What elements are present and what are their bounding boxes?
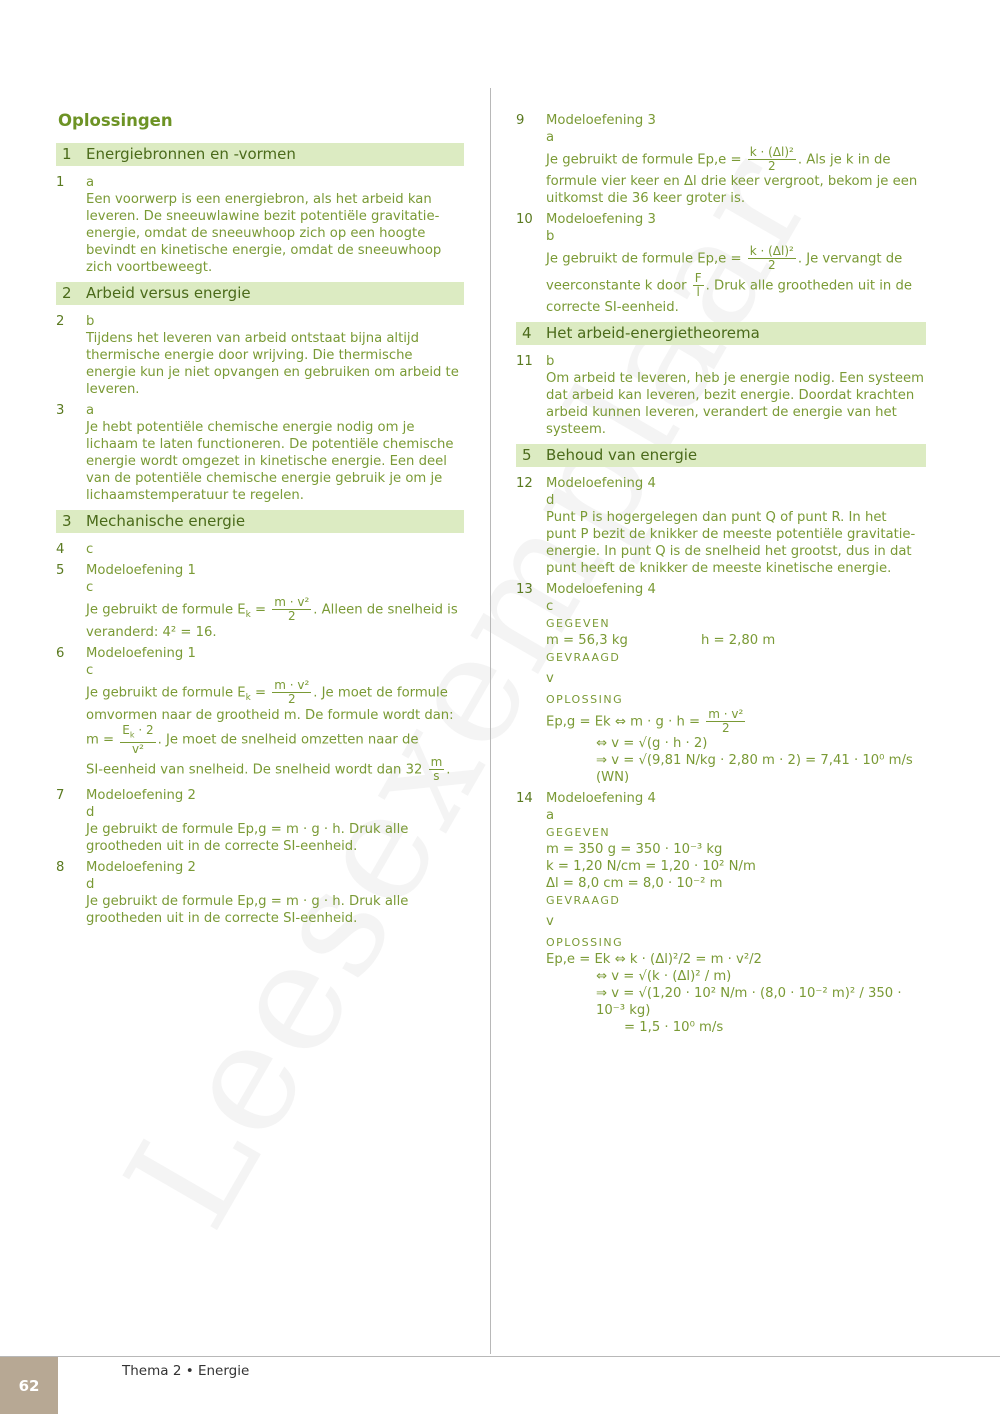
fraction: $\frac{\text{k · (Δl)²}}{2}$ (749, 244, 794, 272)
asked-variable: v (546, 671, 554, 686)
item-number: 14 (516, 791, 533, 806)
answer-item (56, 562, 464, 641)
text-line: grootheden uit in de correcte SI-eenheid. (86, 838, 358, 854)
formula-line: SI-eenheid van snelheid. De snelheid wordt dan 32 $\frac{m}{s}$ . (86, 754, 451, 783)
section-number: 3 (62, 512, 72, 530)
text: . Je moet de snelheid omzetten naar de (157, 732, 419, 748)
label-gevraagd: GEVRAAGD (546, 894, 621, 907)
section-number: 5 (522, 446, 532, 464)
item-number: 10 (516, 212, 533, 227)
text: Je gebruikt de formule E (86, 685, 246, 701)
text: . Als je k in de (797, 152, 891, 168)
text: . Alleen de snelheid is (313, 602, 458, 618)
item-number: 7 (56, 787, 65, 803)
answer-item (56, 787, 464, 855)
exercise-reference: Modeloefening 1 (86, 563, 196, 578)
fraction: $\frac{m}{s}$ (430, 754, 443, 783)
answer-letter: a (86, 403, 95, 418)
answer-item (56, 541, 464, 558)
fraction: $\frac{\text{m · v²}}{2}$ (708, 707, 744, 735)
answer-letter: a (86, 175, 95, 190)
formula-line: ⇔ v = √(k · (Δl)² / m) (596, 969, 732, 984)
section-title: Mechanische energie (86, 512, 246, 530)
formula-line: Je gebruikt de formule $E_k$ = $\frac{\text{m · v²}}{2}$ . Alleen de snelheid is (86, 595, 458, 623)
section-header (56, 143, 464, 166)
left-column (56, 112, 464, 931)
fraction: $\frac{\text{m · v²}}{2}$ (274, 678, 310, 707)
text-line: van de potentiële chemische energie gebruik je om je (86, 471, 443, 486)
formula-line (546, 272, 926, 299)
answer-item (56, 174, 464, 276)
section-title: Het arbeid-energietheorema (546, 324, 760, 342)
item-number: 1 (56, 175, 65, 190)
answer-item (516, 112, 926, 207)
given-height: h = 2,80 m (701, 633, 776, 648)
given-values (546, 632, 926, 649)
footer-title: Thema 2 • Energie (122, 1363, 250, 1379)
text-line: leveren. (86, 382, 140, 397)
section-number: 1 (62, 145, 72, 163)
text: Ep,g = Ek ⇔ m · g · h = (546, 714, 701, 730)
exercise-reference: Modeloefening 2 (86, 859, 196, 875)
text-line: Je hebt potentiële chemische energie nodig om je (86, 420, 415, 435)
text-line: leveren. De sneeuwlawine bezit potentiële gravitatie- (86, 209, 440, 224)
item-number: 3 (56, 403, 65, 418)
text-line: thermische energie door wrijving. Die thermische (86, 348, 413, 363)
answer-item (516, 581, 926, 786)
fraction: $\frac{\text{k · (Δl)²}}{2}$ (749, 145, 794, 173)
exercise-reference: Modeloefening 4 (546, 582, 656, 597)
section-header (56, 282, 464, 305)
answer-letter: b (86, 314, 95, 329)
text-line: Punt P is hogergelegen dan punt Q of punt R. In het (546, 510, 887, 525)
text-line: energie kun je niet opvangen en gebruiken om arbeid te (86, 365, 459, 380)
formula-line: Ep,e = Ek ⇔ k · (Δl)²/2 = m · v²/2 (546, 952, 762, 967)
text-line: energie wordt omgezet in kinetische energie. Een deel (86, 454, 447, 469)
label-gegeven: GEGEVEN (546, 617, 611, 630)
text-line: grootheden uit in de correcte SI-eenheid. (86, 910, 358, 926)
text-line: Je gebruikt de formule Ep,g = m · g · h. Druk alle (86, 893, 409, 909)
text-line: correcte SI-eenheid. (546, 300, 679, 315)
item-number: 12 (516, 476, 533, 491)
answer-item (516, 211, 926, 316)
answer-letter: b (546, 354, 555, 369)
section-number: 2 (62, 284, 72, 302)
text: Je gebruikt de formule E (86, 602, 246, 618)
text: veerconstante k door (546, 278, 687, 294)
footer-rule (0, 1356, 1000, 1357)
answer-letter: c (86, 580, 94, 595)
section-number: 4 (522, 324, 532, 342)
answer-letter: d (546, 493, 555, 508)
section-title: Arbeid versus energie (86, 284, 251, 302)
label-oplossing: OPLOSSING (546, 693, 624, 706)
text-line: Een voorwerp is een energiebron, als het arbeid kan (86, 192, 432, 207)
item-number: 5 (56, 563, 65, 578)
item-number: 8 (56, 859, 65, 875)
answer-letter: c (86, 663, 94, 679)
text-line: omvormen naar de grootheid m. De formule wordt dan: (86, 708, 454, 724)
given-mass: m = 56,3 kg (546, 633, 628, 648)
given-spring-constant: k = 1,20 N/cm = 1,20 · 10² N/m (546, 859, 756, 874)
answer-item (56, 645, 464, 783)
item-number: 13 (516, 582, 533, 597)
formula-line: ⇒ v = √(9,81 N/kg · 2,80 m · 2) = 7,41 · 10⁰ m/s (WN) (596, 753, 913, 785)
answer-letter: a (546, 130, 555, 145)
formula-line (546, 708, 926, 735)
page-number: 62 (0, 1357, 58, 1414)
column-divider (490, 88, 491, 1354)
exercise-reference: Modeloefening 3 (546, 212, 656, 227)
answer-item (516, 475, 926, 577)
text: Je gebruikt de formule Ep,e = (546, 251, 742, 267)
page-title: Oplossingen (58, 111, 173, 130)
answer-letter: a (546, 808, 555, 823)
text-line: arbeid kunnen leveren, verandert de energie van het (546, 405, 897, 420)
section-header (56, 510, 464, 533)
item-number: 4 (56, 542, 65, 557)
text-line: Om arbeid te leveren, heb je energie nodig. Een systeem (546, 371, 924, 386)
fraction: $\frac{E_k \cdot 2}{\text{v²}}$ (122, 723, 154, 756)
text: . Je moet de formule (313, 685, 448, 701)
answer-item (56, 402, 464, 504)
text-line: energie, omdat de sneeuwhoop zich op een hoogte (86, 226, 426, 241)
answer-item (516, 353, 926, 438)
answer-letter: b (546, 229, 555, 244)
answer-item (56, 859, 464, 927)
text-line: systeem. (546, 422, 606, 437)
text: SI-eenheid van snelheid. De snelheid wordt dan 32 (86, 762, 423, 778)
exercise-reference: Modeloefening 1 (86, 646, 196, 662)
text-line: veranderd: 4² = 16. (86, 625, 217, 641)
label-oplossing: OPLOSSING (546, 936, 624, 949)
text: . Druk alle grootheden uit in de (705, 278, 912, 294)
label-gevraagd: GEVRAAGD (546, 651, 621, 664)
formula-line: ⇔ v = √(g · h · 2) (596, 736, 708, 751)
text-line: bevindt en kinetische energie, omdat de sneeuwhoop (86, 243, 442, 258)
formula-line (546, 146, 926, 173)
text-line: formule vier keer en Δl drie keer vergroot, bekom je een (546, 174, 918, 189)
text: . Je vervangt de (797, 251, 903, 267)
text: Je gebruikt de formule Ep,e = (546, 152, 742, 168)
item-number: 2 (56, 314, 65, 329)
item-number: 11 (516, 354, 533, 369)
text-line: uitkomst die 36 keer groter is. (546, 191, 746, 206)
section-header (516, 322, 926, 345)
label-gegeven: GEGEVEN (546, 826, 611, 839)
answer-item (56, 313, 464, 398)
formula-line: m = $\frac{E_k \cdot 2}{\text{v²}}$ . Je moet de snelheid omzetten naar de (86, 723, 419, 756)
answer-letter: d (86, 876, 95, 892)
item-number: 6 (56, 646, 65, 662)
text-line: dat arbeid kan leveren, bezit energie. Doordat krachten (546, 388, 915, 403)
text-line: punt heeft de knikker de meeste kinetische energie. (546, 561, 892, 576)
answer-letter: c (86, 542, 94, 557)
text-line: zich voortbeweegt. (86, 260, 213, 275)
asked-variable: v (546, 914, 554, 929)
formula-line: ⇒ v = √(1,20 · 10² N/m · (8,0 · 10⁻² m)² / 350 · 10⁻³ kg) (596, 986, 902, 1018)
text-line: punt P bezit de knikker de meeste potentiële gravitatie- (546, 527, 916, 542)
section-header (516, 444, 926, 467)
text-line: lichaam te laten functioneren. De potentiële chemische (86, 437, 454, 452)
right-column (516, 112, 926, 1040)
exercise-reference: Modeloefening 2 (86, 787, 196, 803)
given-extension: Δl = 8,0 cm = 8,0 · 10⁻² m (546, 876, 723, 891)
text-line: energie. In punt Q is de snelheid het grootst, dus in dat (546, 544, 912, 559)
fraction: $\frac{\text{m · v²}}{2}$ (274, 595, 310, 623)
exercise-reference: Modeloefening 4 (546, 791, 656, 806)
fraction: $\frac{F}{l}$ (694, 271, 702, 299)
text-line: lichaamstemperatuur te regelen. (86, 488, 304, 503)
exercise-reference: Modeloefening 4 (546, 476, 656, 491)
answer-item (516, 790, 926, 1036)
formula-line (546, 245, 926, 272)
section-title: Energiebronnen en -vormen (86, 145, 296, 163)
answer-letter: d (86, 804, 95, 820)
given-mass: m = 350 g = 350 · 10⁻³ kg (546, 842, 723, 857)
formula-line: = 1,5 · 10⁰ m/s (624, 1020, 724, 1035)
formula-line: Je gebruikt de formule $E_k$ = $\frac{\text{m · v²}}{2}$ . Je moet de formule (86, 678, 448, 707)
item-number: 9 (516, 113, 525, 128)
text-line: Tijdens het leveren van arbeid ontstaat bijna altijd (86, 331, 419, 346)
answer-letter: c (546, 599, 554, 614)
exercise-reference: Modeloefening 3 (546, 113, 656, 128)
section-title: Behoud van energie (546, 446, 698, 464)
text-line: Je gebruikt de formule Ep,g = m · g · h. Druk alle (86, 821, 409, 837)
